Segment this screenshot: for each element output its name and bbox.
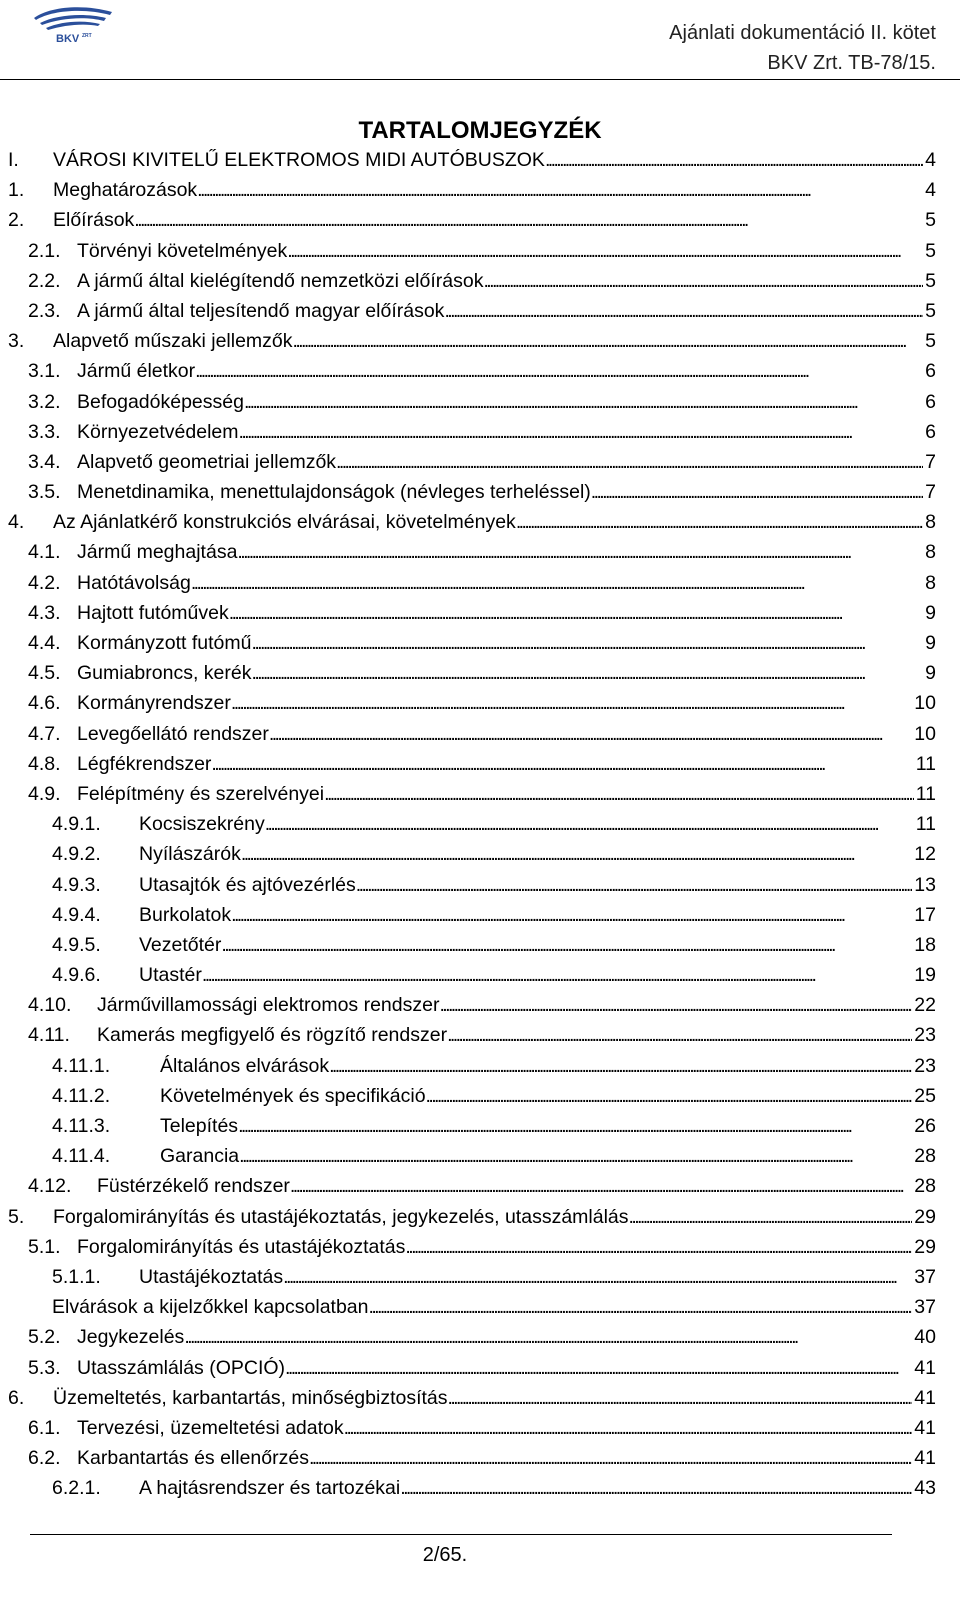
toc-entry[interactable]: [8, 417, 958, 447]
toc-entry-title: Járművillamossági elektromos rendszer: [97, 994, 440, 1017]
toc-entry-title: Üzemeltetés, karbantartás, minőségbiztosítás: [53, 1386, 448, 1409]
toc-entry[interactable]: [8, 236, 958, 266]
toc-entry-page: 26: [914, 1115, 936, 1137]
toc-leader-dots: [287, 236, 923, 266]
toc-entry-title: Hatótávolság: [77, 571, 191, 594]
toc-entry-page: 10: [914, 722, 936, 745]
toc-leader-dots: [237, 537, 923, 567]
toc-entry-number: 4.11.3.: [52, 1115, 111, 1137]
toc-entry-number: 2.2.: [28, 269, 61, 292]
toc-entry-number: 3.2.: [28, 390, 61, 413]
toc-leader-dots: [211, 749, 913, 779]
toc-leader-dots: [344, 1413, 913, 1443]
toc-entry-title: Garancia: [160, 1145, 240, 1168]
toc-entry[interactable]: [8, 900, 958, 930]
toc-entry-title: Előírások: [53, 209, 135, 232]
toc-entry[interactable]: [8, 598, 958, 628]
toc-leader-dots: [290, 1171, 912, 1201]
toc-entry-page: 12: [914, 843, 936, 866]
toc-entry[interactable]: [8, 658, 958, 688]
toc-leader-dots: [426, 1081, 913, 1111]
toc-entry-title: Környezetvédelem: [77, 420, 239, 443]
toc-entry[interactable]: [8, 1020, 958, 1050]
toc-entry-title: A hajtásrendszer és tartozékai: [139, 1477, 401, 1500]
toc-entry-title: Befogadóképesség: [77, 390, 244, 413]
toc-entry-number: 4.4.: [28, 632, 61, 654]
toc-entry-page: 19: [914, 964, 936, 987]
toc-leader-dots: [269, 719, 912, 749]
toc-leader-dots: [439, 990, 912, 1020]
toc-entry-number: 4.12.: [28, 1175, 72, 1198]
toc-entry-page: 9: [925, 632, 936, 654]
toc-entry-number: 2.1.: [28, 239, 61, 262]
toc-entry[interactable]: [8, 930, 958, 960]
toc-entry-number: 2.3.: [28, 299, 61, 322]
toc-entry-number: 5.3.: [28, 1356, 61, 1379]
toc-leader-dots: [448, 1383, 913, 1413]
toc-entry-number: 2.: [8, 209, 25, 232]
toc-entry-number: 4.9.3.: [52, 873, 101, 896]
toc-entry-title: Utastájékoztatás: [139, 1265, 284, 1288]
toc-entry[interactable]: [8, 1413, 958, 1443]
toc-leader-dots: [229, 598, 923, 628]
toc-entry-number: 6.2.: [28, 1447, 61, 1470]
toc-leader-dots: [369, 1292, 913, 1322]
toc-entry-page: 43: [914, 1477, 936, 1500]
toc-entry-page: 28: [914, 1175, 936, 1198]
toc-entry-title: Kocsiszekrény: [139, 813, 265, 836]
toc-leader-dots: [252, 628, 924, 658]
header-text: [669, 18, 936, 78]
toc-entry-title: Hajtott futóművek: [77, 601, 229, 624]
toc-entry-title: Vezetőtér: [139, 933, 222, 956]
toc-entry-page: 17: [914, 903, 936, 926]
toc-entry[interactable]: [8, 326, 958, 356]
toc-entry-number: 4.10.: [28, 994, 72, 1017]
toc-entry-number: 5.2.: [28, 1326, 61, 1349]
toc-entry[interactable]: [8, 1322, 958, 1352]
toc-leader-dots: [309, 1443, 912, 1473]
toc-entry-page: 23: [914, 1024, 936, 1047]
toc-leader-dots: [197, 175, 923, 205]
toc-leader-dots: [293, 326, 924, 356]
toc-leader-dots: [251, 658, 923, 688]
toc-entry-number: 4.11.: [28, 1024, 70, 1047]
toc-entry-number: 6.1.: [28, 1416, 61, 1439]
toc-leader-dots: [400, 1473, 912, 1503]
header-divider: [0, 79, 960, 80]
toc-entry[interactable]: [8, 205, 958, 235]
toc-entry[interactable]: [8, 568, 958, 598]
toc-entry-number: 3.5.: [28, 481, 61, 504]
toc-entry-page: 11: [915, 813, 936, 836]
toc-entry-page: 41: [914, 1356, 936, 1379]
toc-entry-title: Forgalomirányítás és utastájékoztatás: [77, 1235, 406, 1258]
toc-entry-title: Általános elvárások: [160, 1054, 330, 1077]
toc-entry-number: 1.: [8, 179, 25, 202]
toc-leader-dots: [405, 1232, 912, 1262]
toc-entry-page: 40: [914, 1326, 936, 1349]
toc-entry-number: 5.1.1.: [52, 1265, 101, 1288]
toc-entry-number: 4.7.: [28, 722, 61, 745]
toc-entry-page: 29: [914, 1205, 936, 1228]
page-number: 2/65.: [422, 1544, 468, 1566]
toc-entry-number: 6.2.1.: [52, 1477, 101, 1500]
toc-leader-dots: [239, 417, 924, 447]
toc-entry[interactable]: [8, 779, 958, 809]
toc-entry-page: 4: [925, 179, 936, 202]
toc-entry-title: Elvárások a kijelzőkkel kapcsolatban: [52, 1296, 369, 1319]
toc-leader-dots: [202, 960, 912, 990]
toc-entry-number: 4.9.1.: [52, 813, 101, 836]
toc-leader-dots: [244, 387, 923, 417]
toc-entry-title: Menetdinamika, menettulajdonságok (névleges terheléssel): [77, 481, 591, 504]
toc-leader-dots: [241, 839, 912, 869]
toc-entry[interactable]: [8, 175, 958, 205]
page-header: [0, 0, 960, 82]
toc-entry[interactable]: [8, 1262, 958, 1292]
header-line-1: Ajánlati dokumentáció II. kötet: [669, 22, 936, 44]
toc-entry[interactable]: [8, 296, 958, 326]
toc-entry-number: 5.: [8, 1205, 25, 1228]
toc-entry-title: Felépítmény és szerelvényei: [77, 782, 325, 805]
svg-text:ZRT: ZRT: [82, 33, 92, 39]
toc-entry-number: 6.: [8, 1386, 25, 1409]
toc-leader-dots: [221, 930, 912, 960]
toc-entry-title: Követelmények és specifikáció: [160, 1084, 426, 1107]
toc-entry-page: 10: [914, 692, 936, 715]
toc-leader-dots: [545, 145, 923, 175]
toc-entry-number: 3.1.: [28, 360, 61, 383]
toc-entry-title: Az Ajánlatkérő konstrukciós elvárásai, követelmények: [53, 511, 516, 534]
toc-entry-title: VÁROSI KIVITELŰ ELEKTROMOS MIDI AUTÓBUSZOK: [53, 149, 545, 171]
toc-entry-title: Kamerás megfigyelő és rögzítő rendszer: [97, 1024, 448, 1047]
toc-entry[interactable]: [8, 537, 958, 567]
toc-entry-page: 37: [914, 1265, 936, 1288]
toc-entry[interactable]: [8, 447, 958, 477]
footer-divider: [30, 1534, 892, 1535]
toc-leader-dots: [134, 205, 923, 235]
toc-leader-dots: [184, 1322, 912, 1352]
toc-entry[interactable]: [8, 387, 958, 417]
toc-entry[interactable]: [8, 839, 958, 869]
header-line-2: BKV Zrt. TB-78/15.: [767, 52, 936, 74]
toc-entry-number: 4.11.2.: [52, 1084, 111, 1107]
toc-leader-dots: [191, 568, 923, 598]
toc-entry-page: 7: [925, 481, 936, 504]
toc-entry-page: 6: [925, 360, 936, 383]
toc-entry-page: 5: [925, 269, 936, 292]
toc-entry[interactable]: [8, 1141, 958, 1171]
toc-entry-page: 7: [925, 450, 936, 473]
toc-entry-page: 37: [914, 1296, 936, 1319]
toc-entry-page: 9: [925, 662, 936, 685]
toc-entry-page: 5: [925, 239, 936, 262]
toc-entry-number: 4.9.5.: [52, 933, 101, 956]
toc-entry[interactable]: [8, 1353, 958, 1383]
toc-entry-page: 13: [914, 873, 936, 896]
toc-entry-number: 4.9.2.: [52, 843, 101, 866]
toc-entry-page: 25: [914, 1084, 936, 1107]
toc-entry[interactable]: [8, 1081, 958, 1111]
toc-leader-dots: [231, 688, 912, 718]
toc-leader-dots: [444, 296, 923, 326]
toc-entry-page: 5: [925, 209, 936, 232]
toc-entry-number: 4.9.4.: [52, 903, 101, 926]
toc-entry-page: 18: [914, 933, 936, 956]
toc-entry-title: Alapvető műszaki jellemzők: [53, 330, 293, 353]
toc-entry-page: 41: [914, 1386, 936, 1409]
toc-entry-page: 41: [914, 1447, 936, 1470]
svg-text:BKV: BKV: [56, 33, 80, 44]
toc-entry[interactable]: [8, 870, 958, 900]
toc-entry-number: 4.11.1.: [52, 1054, 111, 1077]
toc-entry-title: Jármű életkor: [77, 360, 196, 383]
toc-entry-page: 11: [915, 782, 936, 805]
toc-entry[interactable]: [8, 266, 958, 296]
toc-entry-title: Törvényi követelmények: [77, 239, 288, 262]
toc-entry[interactable]: [8, 688, 958, 718]
toc-entry[interactable]: [8, 1292, 958, 1322]
toc-entry-title: Nyílászárók: [139, 843, 241, 866]
toc-leader-dots: [195, 356, 923, 386]
toc-entry-page: 5: [925, 299, 936, 322]
toc-entry[interactable]: [8, 477, 958, 507]
toc-entry-number: 4.11.4.: [52, 1145, 111, 1168]
toc-entry-page: 8: [925, 511, 936, 534]
toc-entry[interactable]: [8, 145, 958, 175]
toc-entry[interactable]: [8, 507, 958, 537]
toc-entry-title: Telepítés: [160, 1115, 239, 1137]
toc-entry-title: Burkolatok: [139, 903, 232, 926]
toc-entry-title: Légfékrendszer: [77, 752, 212, 775]
toc-entry-number: 4.2.: [28, 571, 61, 594]
toc-leader-dots: [231, 900, 912, 930]
toc-entry[interactable]: [8, 1202, 958, 1232]
toc-entry[interactable]: [8, 719, 958, 749]
toc-entry-page: 8: [925, 571, 936, 594]
toc-entry-number: 4.5.: [28, 662, 61, 685]
toc-entry-title: Karbantartás és ellenőrzés: [77, 1447, 309, 1470]
toc-leader-dots: [283, 1262, 912, 1292]
toc-entry-number: 3.3.: [28, 420, 61, 443]
toc-entry-page: 6: [925, 420, 936, 443]
toc-entry-page: 29: [914, 1235, 936, 1258]
toc-entry-number: 4.1.: [28, 541, 61, 564]
toc-entry-title: Utasszámlálás (OPCIÓ): [77, 1356, 286, 1379]
toc-leader-dots: [591, 477, 923, 507]
toc-entry[interactable]: [8, 1443, 958, 1473]
toc-entry-number: 3.4.: [28, 450, 61, 473]
toc-entry-title: Kormányzott futómű: [77, 632, 252, 654]
toc-entry-number: I.: [8, 149, 19, 171]
toc-entry-page: 9: [925, 601, 936, 624]
toc-leader-dots: [238, 1111, 912, 1141]
toc-entry-page: 22: [914, 994, 936, 1017]
toc-entry-title: Utasajtók és ajtóvezérlés: [139, 873, 356, 896]
toc-entry-title: A jármű által kielégítendő nemzetközi előírások: [77, 269, 484, 292]
toc-entry[interactable]: [8, 749, 958, 779]
toc-entry-page: 6: [925, 390, 936, 413]
toc-entry-number: 4.6.: [28, 692, 61, 715]
toc-entry-title: Jegykezelés: [77, 1326, 185, 1349]
toc-leader-dots: [447, 1020, 912, 1050]
toc-entry-title: Füstérzékelő rendszer: [97, 1175, 290, 1198]
toc-leader-dots: [483, 266, 923, 296]
toc-entry-title: A jármű által teljesítendő magyar előírások: [77, 299, 445, 322]
toc-entry-title: Forgalomirányítás és utastájékoztatás, jegykezelés, utasszámlálás: [53, 1205, 629, 1228]
toc-entry-page: 8: [925, 541, 936, 564]
toc-entry-title: Levegőellátó rendszer: [77, 722, 269, 745]
toc-entry-page: 41: [914, 1416, 936, 1439]
toc-entry-title: Tervezési, üzemeltetési adatok: [77, 1416, 344, 1439]
toc-entry[interactable]: [8, 356, 958, 386]
toc-leader-dots: [336, 447, 923, 477]
toc-entry-page: 4: [925, 149, 936, 171]
toc-entry[interactable]: [8, 809, 958, 839]
toc-leader-dots: [356, 870, 913, 900]
toc-entry-number: 4.3.: [28, 601, 61, 624]
toc-entry-number: 4.: [8, 511, 25, 534]
toc-entry-page: 5: [925, 330, 936, 353]
toc-entry[interactable]: [8, 1171, 958, 1201]
toc-entry[interactable]: [8, 1473, 958, 1503]
toc-leader-dots: [239, 1141, 912, 1171]
toc-entry-title: Gumiabroncs, kerék: [77, 662, 252, 685]
toc-leader-dots: [324, 779, 914, 809]
toc-entry-number: 3.: [8, 330, 25, 353]
toc-leader-dots: [329, 1051, 912, 1081]
toc-leader-dots: [265, 809, 914, 839]
toc-entry-number: 4.9.: [28, 782, 61, 805]
toc-entry[interactable]: [8, 960, 958, 990]
toc-entry[interactable]: [8, 1383, 958, 1413]
toc-entry[interactable]: [8, 1232, 958, 1262]
toc-entry-page: 11: [915, 752, 936, 775]
toc-entry-number: 4.9.6.: [52, 964, 101, 987]
toc-leader-dots: [285, 1353, 912, 1383]
toc-entry[interactable]: [8, 990, 958, 1020]
toc-entry-number: 4.8.: [28, 752, 61, 775]
toc-entry[interactable]: [8, 1051, 958, 1081]
toc-leader-dots: [629, 1202, 913, 1232]
toc-entry-title: Kormányrendszer: [77, 692, 231, 715]
table-of-contents: [8, 145, 958, 1503]
toc-title: TARTALOMJEGYZÉK: [358, 117, 602, 144]
toc-entry-page: 23: [914, 1054, 936, 1077]
toc-entry-title: Utastér: [139, 964, 202, 987]
toc-entry-title: Alapvető geometriai jellemzők: [77, 450, 337, 473]
toc-entry-page: 28: [914, 1145, 936, 1168]
toc-entry-title: Meghatározások: [53, 179, 198, 202]
toc-leader-dots: [516, 507, 923, 537]
toc-entry[interactable]: [8, 628, 958, 658]
toc-entry-title: Jármű meghajtása: [77, 541, 238, 564]
toc-entry[interactable]: [8, 1111, 958, 1141]
toc-entry-number: 5.1.: [28, 1235, 61, 1258]
bkv-logo: [30, 4, 116, 44]
